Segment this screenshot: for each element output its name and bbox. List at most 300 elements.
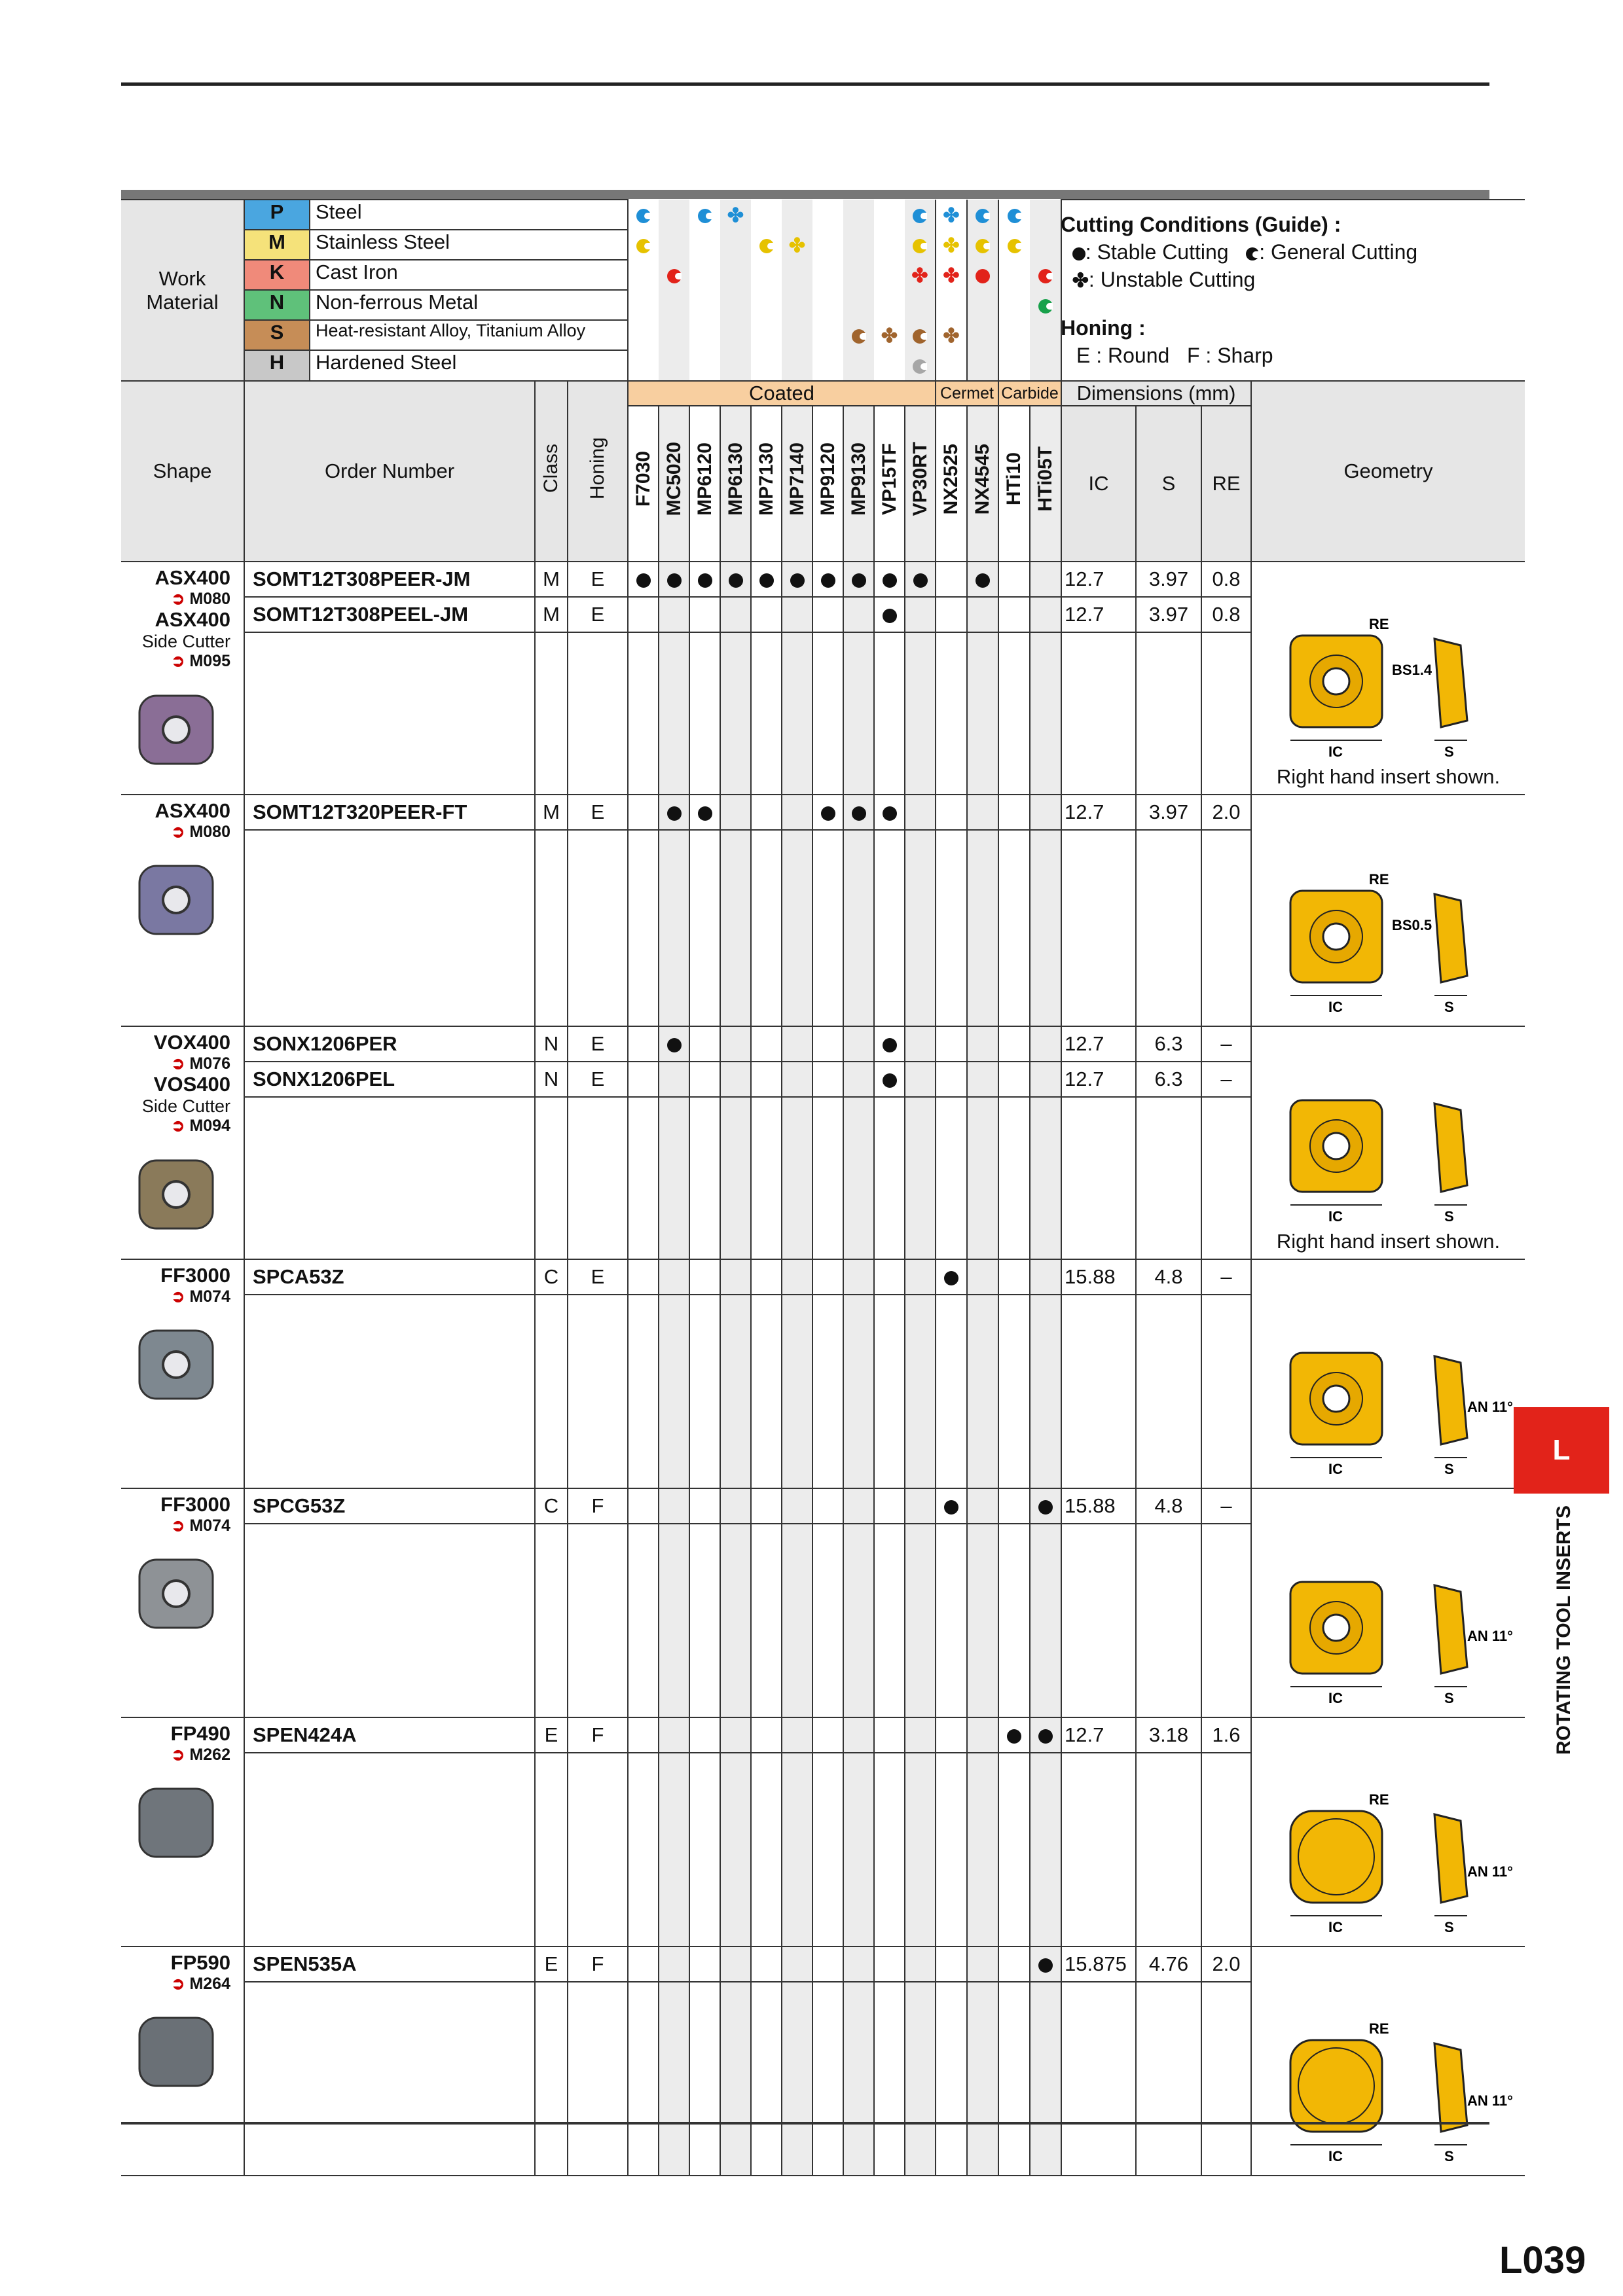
insert-geometry-drawing xyxy=(1271,1074,1506,1225)
unstable-cutting-icon: ✤ xyxy=(943,234,960,257)
grade-suitability xyxy=(720,260,751,290)
availability-cell xyxy=(720,597,751,632)
shape-cell xyxy=(121,1717,244,1946)
availability-cell xyxy=(782,1946,812,1982)
grade-suitability xyxy=(659,200,689,230)
page-reference[interactable]: ➲ M074 xyxy=(171,1287,230,1306)
available-dot xyxy=(667,806,682,821)
cutter-name[interactable]: FF3000 xyxy=(160,1493,230,1516)
honing-value: E xyxy=(568,795,628,830)
availability-cell xyxy=(874,1946,905,1982)
table-row[interactable] xyxy=(121,1488,1525,1524)
grade-suitability xyxy=(812,230,843,260)
grade-suitability xyxy=(751,290,782,320)
cutter-name[interactable]: ASX400 xyxy=(155,799,230,822)
geometry-cell xyxy=(1251,562,1525,795)
availability-cell xyxy=(659,1717,689,1753)
honing-value: E xyxy=(568,562,628,597)
section-label: ROTATING TOOL INSERTS xyxy=(1553,1505,1575,1755)
class-value: M xyxy=(535,562,568,597)
grade-suitability xyxy=(812,350,843,381)
unstable-cutting-icon: ✤ xyxy=(1072,270,1089,292)
availability-cell xyxy=(843,795,874,830)
availability-cell xyxy=(659,1062,689,1097)
insert-geometry-drawing xyxy=(1271,1785,1513,1935)
table-row[interactable] xyxy=(121,1946,1525,1982)
work-material-label: Work Material xyxy=(121,200,244,381)
geometry-cell xyxy=(1251,1946,1525,2176)
material-name: Steel xyxy=(310,200,628,230)
available-dot xyxy=(821,573,835,588)
grade-suitability xyxy=(874,200,905,230)
grade-suitability xyxy=(659,350,689,381)
insert-geometry-drawing xyxy=(1271,609,1506,760)
honing-value: F xyxy=(568,1946,628,1982)
grade-suitability xyxy=(751,350,782,381)
availability-cell xyxy=(782,597,812,632)
unstable-cutting-icon: ✤ xyxy=(943,325,960,347)
grade-suitability xyxy=(720,350,751,381)
grade-column-mc5020: MC5020 xyxy=(659,406,689,562)
geometry-label-re-an: RE xyxy=(1368,616,1389,632)
grade-suitability xyxy=(782,290,812,320)
availability-cell xyxy=(659,1259,689,1295)
availability-cell xyxy=(843,1026,874,1062)
table-row[interactable] xyxy=(121,1026,1525,1062)
availability-cell xyxy=(905,562,936,597)
availability-cell xyxy=(905,1946,936,1982)
available-dot xyxy=(944,1271,958,1285)
grade-suitability xyxy=(998,260,1030,290)
geometry-label-s: S xyxy=(1444,999,1454,1015)
available-dot xyxy=(1038,1958,1053,1973)
grade-suitability xyxy=(843,200,874,230)
availability-cell xyxy=(689,795,720,830)
availability-cell xyxy=(812,597,843,632)
section-tab[interactable]: L xyxy=(1514,1407,1609,1494)
availability-cell xyxy=(936,562,967,597)
availability-cell xyxy=(720,1946,751,1982)
geometry-label-bs-an: BS0.5 xyxy=(1391,917,1432,933)
availability-cell xyxy=(936,1062,967,1097)
grade-suitability xyxy=(967,350,998,381)
availability-cell xyxy=(905,597,936,632)
grade-suitability xyxy=(967,230,998,260)
page-reference[interactable]: ➲ M264 xyxy=(171,1974,230,1993)
geometry-cell xyxy=(1251,795,1525,1026)
ic-value: 15.88 xyxy=(1061,1488,1136,1524)
availability-cell xyxy=(998,562,1030,597)
s-value: 3.97 xyxy=(1136,597,1201,632)
availability-cell xyxy=(998,1026,1030,1062)
availability-cell xyxy=(905,1717,936,1753)
availability-cell xyxy=(689,1062,720,1097)
re-value: – xyxy=(1201,1026,1251,1062)
unstable-cutting-icon: ✤ xyxy=(943,204,960,226)
unstable-cutting-icon: ✤ xyxy=(788,234,806,257)
page-reference[interactable]: ➲ M080 xyxy=(171,589,230,608)
availability-cell xyxy=(628,597,659,632)
page-number: L039 xyxy=(1499,2239,1586,2282)
table-row[interactable] xyxy=(121,795,1525,830)
general-cutting-icon xyxy=(913,359,927,374)
s-value: 3.18 xyxy=(1136,1717,1201,1753)
availability-cell xyxy=(751,1062,782,1097)
availability-cell xyxy=(782,1488,812,1524)
availability-cell xyxy=(751,795,782,830)
availability-cell xyxy=(998,1062,1030,1097)
material-name: Cast Iron xyxy=(310,260,628,290)
class-header: Class xyxy=(535,381,568,562)
availability-cell xyxy=(812,795,843,830)
grade-suitability xyxy=(689,260,720,290)
available-dot xyxy=(883,1073,897,1088)
availability-cell xyxy=(782,1026,812,1062)
availability-cell xyxy=(1030,1259,1061,1295)
order-number[interactable]: SPCA53Z xyxy=(244,1259,535,1295)
cermet-header: Cermet xyxy=(936,381,998,406)
s-value: 4.8 xyxy=(1136,1259,1201,1295)
grade-suitability xyxy=(936,230,967,260)
insert-geometry-drawing xyxy=(1271,1327,1513,1477)
geometry-cell xyxy=(1251,1717,1525,1946)
table-row[interactable] xyxy=(121,1259,1525,1295)
material-name: Heat-resistant Alloy, Titanium Alloy xyxy=(310,320,628,350)
availability-cell xyxy=(843,1259,874,1295)
availability-cell xyxy=(967,1259,998,1295)
grade-suitability xyxy=(720,230,751,260)
order-number[interactable]: SONX1206PER xyxy=(244,1026,535,1062)
grade-suitability xyxy=(905,200,936,230)
conditions-title: Cutting Conditions (Guide) : xyxy=(1061,213,1341,236)
ic-value: 15.875 xyxy=(1061,1946,1136,1982)
available-dot xyxy=(667,1038,682,1052)
unstable-cutting-icon: ✤ xyxy=(881,325,898,347)
honing-header: Honing xyxy=(568,381,628,562)
side-cutter-label: Side Cutter xyxy=(141,632,230,652)
available-dot xyxy=(883,1038,897,1052)
general-cutting-icon xyxy=(1038,299,1053,314)
available-dot xyxy=(883,573,897,588)
grade-suitability xyxy=(874,260,905,290)
table-row[interactable] xyxy=(121,1717,1525,1753)
honing-value: E xyxy=(568,1026,628,1062)
availability-cell xyxy=(628,1026,659,1062)
ic-header: IC xyxy=(1061,406,1136,562)
availability-cell xyxy=(936,1717,967,1753)
insert-photo xyxy=(130,1149,222,1240)
availability-cell xyxy=(874,795,905,830)
general-cutting-icon xyxy=(667,269,682,283)
availability-cell xyxy=(1030,1488,1061,1524)
shape-cell xyxy=(121,1946,244,2176)
grade-suitability xyxy=(689,320,720,350)
availability-cell xyxy=(874,1062,905,1097)
shape-header: Shape xyxy=(121,381,244,562)
grade-column-vp30rt: VP30RT xyxy=(905,406,936,562)
grade-suitability xyxy=(782,320,812,350)
re-value: – xyxy=(1201,1062,1251,1097)
availability-cell xyxy=(1030,1946,1061,1982)
s-value: 6.3 xyxy=(1136,1026,1201,1062)
availability-cell xyxy=(905,1488,936,1524)
geometry-label-ic: IC xyxy=(1328,1461,1343,1477)
stable-label: : Stable Cutting xyxy=(1085,240,1229,264)
availability-cell xyxy=(998,597,1030,632)
available-dot xyxy=(883,806,897,821)
availability-cell xyxy=(751,1026,782,1062)
grade-suitability xyxy=(720,320,751,350)
grade-suitability xyxy=(967,290,998,320)
page-reference[interactable]: ➲ M262 xyxy=(171,1745,230,1764)
availability-cell xyxy=(659,1946,689,1982)
grade-column-mp9120: MP9120 xyxy=(812,406,843,562)
grade-suitability xyxy=(782,260,812,290)
class-value: M xyxy=(535,597,568,632)
availability-cell xyxy=(998,1717,1030,1753)
availability-cell xyxy=(659,562,689,597)
unstable-cutting-icon: ✤ xyxy=(911,264,928,287)
geometry-label-re-an: RE xyxy=(1368,1791,1389,1808)
top-rule xyxy=(121,82,1489,86)
availability-cell xyxy=(782,795,812,830)
general-cutting-icon xyxy=(636,239,651,253)
material-symbol: M xyxy=(244,230,310,260)
availability-cell xyxy=(812,1062,843,1097)
cutter-name[interactable]: VOS400 xyxy=(153,1073,230,1096)
grade-suitability xyxy=(659,230,689,260)
page-reference[interactable]: ➲ M094 xyxy=(171,1117,230,1136)
general-cutting-icon xyxy=(1246,247,1259,260)
geometry-label-bs-an: BS1.4 xyxy=(1391,662,1432,678)
class-value: C xyxy=(535,1488,568,1524)
geometry-label-re-an: RE xyxy=(1368,2020,1389,2037)
grade-suitability xyxy=(843,290,874,320)
availability-cell xyxy=(751,597,782,632)
order-number[interactable]: SOMT12T308PEER-JM xyxy=(244,562,535,597)
availability-cell xyxy=(720,1259,751,1295)
bottom-rule xyxy=(121,2122,1489,2125)
availability-cell xyxy=(782,562,812,597)
order-number[interactable]: SONX1206PEL xyxy=(244,1062,535,1097)
re-value: 1.6 xyxy=(1201,1717,1251,1753)
order-number[interactable]: SPEN535A xyxy=(244,1946,535,1982)
class-value: N xyxy=(535,1062,568,1097)
grade-suitability xyxy=(628,230,659,260)
availability-cell xyxy=(874,1717,905,1753)
availability-cell xyxy=(720,1717,751,1753)
grade-suitability xyxy=(782,200,812,230)
cutter-name[interactable]: FP590 xyxy=(170,1951,230,1974)
grade-column-mp6120: MP6120 xyxy=(689,406,720,562)
honing-value: E xyxy=(568,1259,628,1295)
availability-cell xyxy=(905,1062,936,1097)
geometry-label-s: S xyxy=(1444,2148,1454,2164)
availability-cell xyxy=(628,1717,659,1753)
grade-suitability xyxy=(998,200,1030,230)
available-dot xyxy=(883,609,897,623)
grade-suitability xyxy=(751,200,782,230)
availability-cell xyxy=(782,1062,812,1097)
availability-cell xyxy=(843,597,874,632)
insert-photo xyxy=(130,1777,222,1869)
availability-cell xyxy=(1030,1026,1061,1062)
grade-suitability xyxy=(812,320,843,350)
cutter-name[interactable]: FF3000 xyxy=(160,1264,230,1287)
general-cutting-icon xyxy=(913,329,927,344)
geometry-label-ic: IC xyxy=(1328,1690,1343,1706)
availability-cell xyxy=(874,1488,905,1524)
general-label: : General Cutting xyxy=(1259,240,1418,264)
available-dot xyxy=(1038,1729,1053,1744)
grade-column-mp7130: MP7130 xyxy=(751,406,782,562)
material-symbol: K xyxy=(244,260,310,290)
geometry-cell xyxy=(1251,1026,1525,1259)
availability-cell xyxy=(967,1717,998,1753)
geometry-label-s: S xyxy=(1444,744,1454,760)
availability-cell xyxy=(689,597,720,632)
ic-value: 12.7 xyxy=(1061,1026,1136,1062)
general-cutting-icon xyxy=(636,209,651,223)
re-value: – xyxy=(1201,1259,1251,1295)
s-value: 4.8 xyxy=(1136,1488,1201,1524)
cutter-name[interactable]: VOX400 xyxy=(153,1031,230,1054)
grade-suitability xyxy=(720,290,751,320)
geometry-caption: Right hand insert shown. xyxy=(1276,765,1501,788)
class-value: E xyxy=(535,1946,568,1982)
availability-cell xyxy=(905,1259,936,1295)
order-number[interactable]: SPCG53Z xyxy=(244,1488,535,1524)
grade-suitability xyxy=(967,200,998,230)
grade-suitability xyxy=(1030,350,1061,381)
geometry-label-s: S xyxy=(1444,1461,1454,1477)
page-reference[interactable]: ➲ M074 xyxy=(171,1516,230,1535)
availability-cell xyxy=(628,1259,659,1295)
available-dot xyxy=(729,573,743,588)
grade-suitability xyxy=(689,350,720,381)
geometry-caption xyxy=(1252,2170,1525,2175)
availability-cell xyxy=(659,1488,689,1524)
geometry-caption xyxy=(1252,1482,1525,1488)
general-cutting-icon xyxy=(759,239,774,253)
unstable-cutting-icon: ✤ xyxy=(727,204,744,226)
availability-cell xyxy=(751,1259,782,1295)
grade-suitability xyxy=(782,230,812,260)
availability-cell xyxy=(843,1946,874,1982)
available-dot xyxy=(698,806,712,821)
grade-suitability xyxy=(812,200,843,230)
availability-cell xyxy=(843,562,874,597)
grade-suitability xyxy=(936,260,967,290)
table-row[interactable] xyxy=(121,562,1525,597)
grade-suitability xyxy=(843,230,874,260)
order-number[interactable]: SOMT12T320PEER-FT xyxy=(244,795,535,830)
grade-suitability xyxy=(936,200,967,230)
available-dot xyxy=(913,573,928,588)
insert-photo xyxy=(130,854,222,946)
page-reference[interactable]: ➲ M076 xyxy=(171,1054,230,1073)
cutter-name[interactable]: FP490 xyxy=(170,1722,230,1745)
material-name: Hardened Steel xyxy=(310,350,628,381)
material-symbol: S xyxy=(244,320,310,350)
geometry-label-ic: IC xyxy=(1328,1208,1343,1225)
grade-column-mp9130: MP9130 xyxy=(843,406,874,562)
stable-cutting-icon xyxy=(1072,247,1085,260)
grade-suitability xyxy=(874,320,905,350)
s-value: 6.3 xyxy=(1136,1062,1201,1097)
grade-suitability xyxy=(936,290,967,320)
availability-cell xyxy=(843,1717,874,1753)
honing-value: E xyxy=(568,1062,628,1097)
geometry-header: Geometry xyxy=(1251,381,1525,562)
grade-suitability xyxy=(1030,230,1061,260)
shape-cell xyxy=(121,562,244,795)
ic-value: 15.88 xyxy=(1061,1259,1136,1295)
availability-cell xyxy=(720,1488,751,1524)
availability-cell xyxy=(967,597,998,632)
cutter-name[interactable]: ASX400 xyxy=(155,566,230,589)
honing-title: Honing : xyxy=(1061,316,1146,340)
table-top-band xyxy=(121,190,1489,199)
availability-cell xyxy=(689,1259,720,1295)
class-value: E xyxy=(535,1717,568,1753)
cutter-name[interactable]: ASX400 xyxy=(155,608,230,632)
available-dot xyxy=(821,806,835,821)
carbide-header: Carbide xyxy=(998,381,1061,406)
availability-cell xyxy=(751,1946,782,1982)
grade-suitability xyxy=(812,290,843,320)
grade-column-hti05t: HTi05T xyxy=(1030,406,1061,562)
re-value: 0.8 xyxy=(1201,562,1251,597)
availability-cell xyxy=(967,1488,998,1524)
page-reference[interactable]: ➲ M080 xyxy=(171,822,230,841)
grade-suitability xyxy=(998,350,1030,381)
grade-column-vp15tf: VP15TF xyxy=(874,406,905,562)
stable-cutting-icon xyxy=(976,269,990,283)
page-reference[interactable]: ➲ M095 xyxy=(171,652,230,671)
re-header: RE xyxy=(1201,406,1251,562)
re-value: – xyxy=(1201,1488,1251,1524)
material-name: Stainless Steel xyxy=(310,230,628,260)
geometry-caption xyxy=(1252,1941,1525,1946)
availability-cell xyxy=(812,1717,843,1753)
availability-cell xyxy=(967,1062,998,1097)
grade-suitability xyxy=(720,200,751,230)
order-number[interactable]: SPEN424A xyxy=(244,1717,535,1753)
geometry-label-s: S xyxy=(1444,1919,1454,1935)
order-number[interactable]: SOMT12T308PEEL-JM xyxy=(244,597,535,632)
geometry-cell xyxy=(1251,1259,1525,1488)
availability-cell xyxy=(628,1946,659,1982)
geometry-label-re-an: AN 11° xyxy=(1467,1399,1513,1415)
grade-column-nx2525: NX2525 xyxy=(936,406,967,562)
geometry-label-re-an: RE xyxy=(1368,871,1389,888)
available-dot xyxy=(759,573,774,588)
availability-cell xyxy=(874,1259,905,1295)
grade-suitability xyxy=(1030,320,1061,350)
grade-suitability xyxy=(843,320,874,350)
availability-cell xyxy=(628,795,659,830)
availability-cell xyxy=(843,1062,874,1097)
ic-value: 12.7 xyxy=(1061,1717,1136,1753)
material-name: Non-ferrous Metal xyxy=(310,290,628,320)
grade-suitability xyxy=(751,230,782,260)
dimensions-header: Dimensions (mm) xyxy=(1061,381,1251,406)
availability-cell xyxy=(936,1259,967,1295)
availability-cell xyxy=(936,1488,967,1524)
availability-cell xyxy=(782,1259,812,1295)
grade-suitability xyxy=(998,290,1030,320)
